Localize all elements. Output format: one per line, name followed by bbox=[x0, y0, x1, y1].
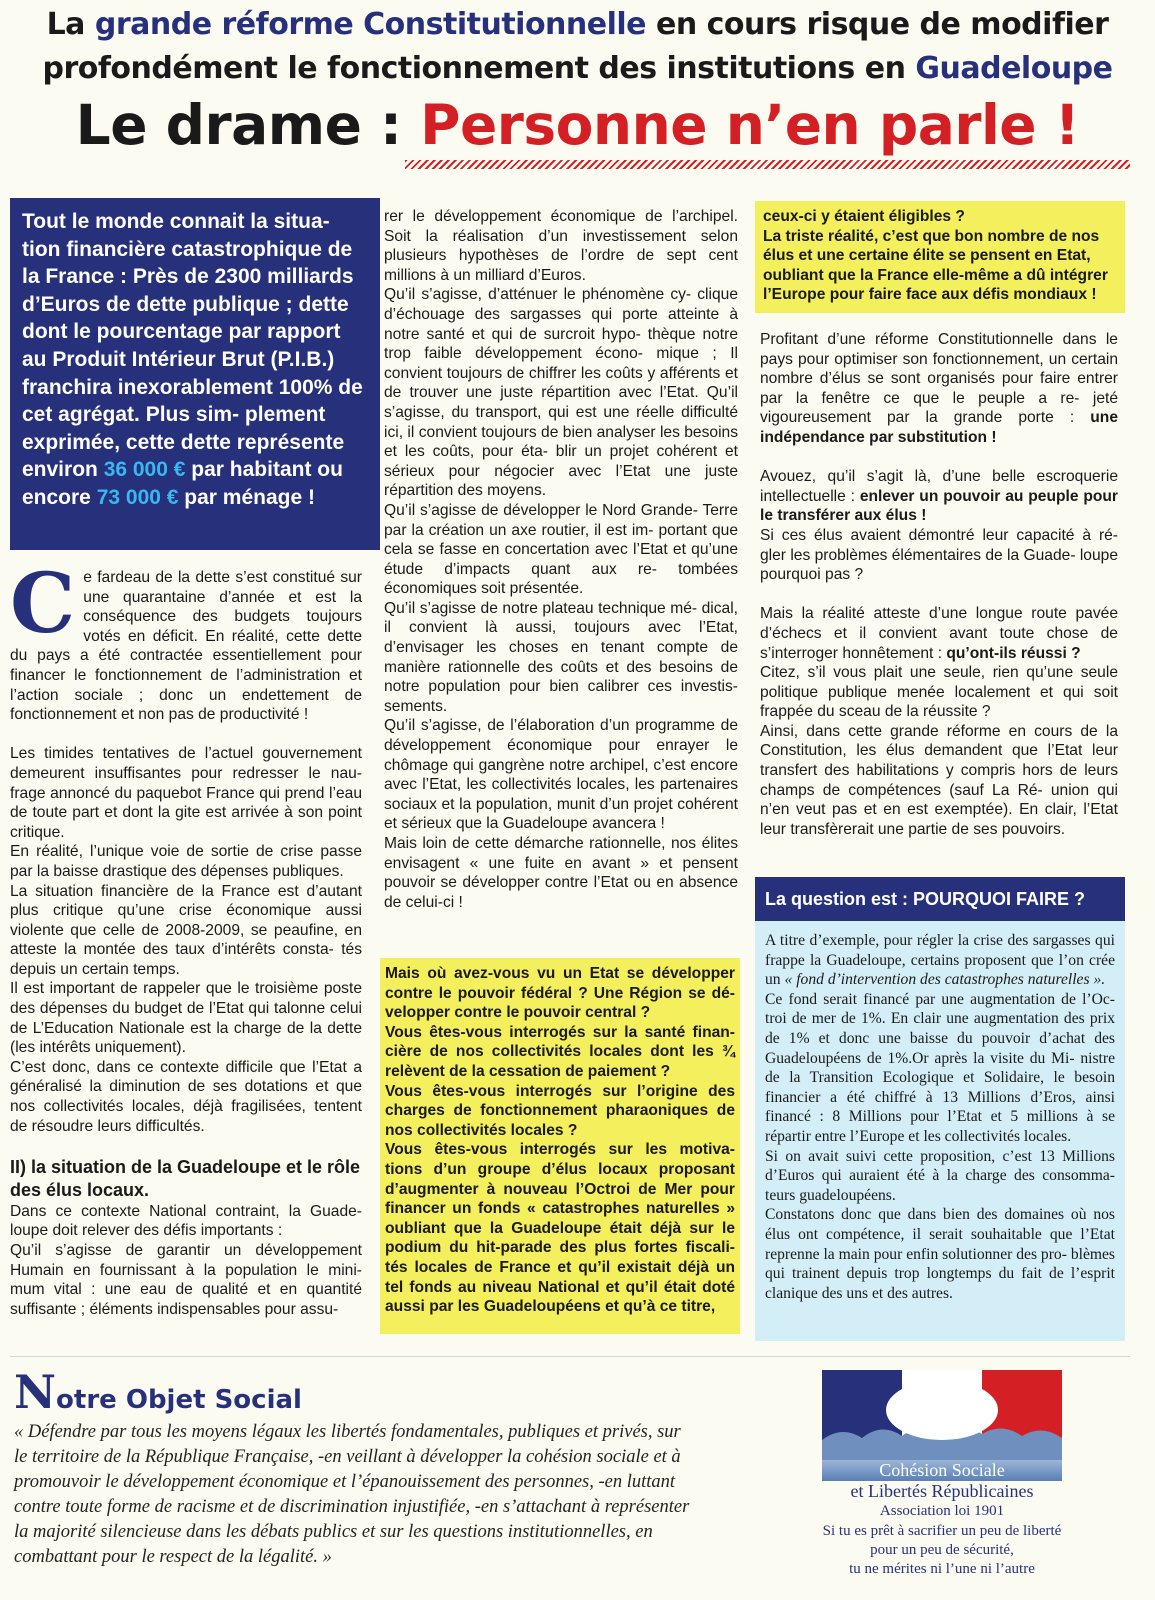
header-line-2-prefix: profondément le fonctionnement des institutions en bbox=[42, 51, 916, 86]
col3-paragraph: Ainsi, dans cette grande réforme en cours de la Constitution, les élus demandent que l’Etat leur transfert des habilitations y compris hors de leurs champs de compétences (sauf La Ré- union qui n’en veut pas et en est exemptée). En clair, l’Etat leur transfèrerait une partie de ses pouvoirs. bbox=[760, 722, 1118, 838]
objet-line: contre toute forme de racisme et de discrimination injustifiée, -en s’attachant à représenter bbox=[14, 1497, 690, 1517]
header-line-2 bbox=[0, 50, 1155, 88]
col3-paragraph bbox=[760, 467, 1118, 526]
col1-paragraph: Les timides tentatives de l’actuel gouvernement demeurent insuffisantes pour redresser le nau- frage annoncé du paquebot France qui prend l’eau de toute part et dont la gite est arrivée à son point critique. bbox=[10, 745, 362, 841]
question-paragraph: Vous êtes-vous interrogés sur l’origine des charges de fonctionnement pharaoniques de nos collectivités locales ? bbox=[385, 1082, 735, 1139]
liberty-quote bbox=[810, 1522, 1074, 1579]
association-logo bbox=[822, 1370, 1062, 1470]
col3-bold-text: qu’ont-ils réussi ? bbox=[946, 644, 1081, 662]
page-title bbox=[0, 92, 1155, 158]
reality-paragraph: ceux-ci y étaient éligibles ? bbox=[763, 208, 965, 225]
flag-crowd-icon bbox=[822, 1370, 1062, 1470]
section-divider bbox=[10, 1356, 1130, 1357]
col2-paragraph: rer le développement économique de l’archipel. Soit la réalisation d’un investissement selon plusieurs hypothèses de l’ordre de sept cent millions à un milliard d’Euros. bbox=[384, 208, 738, 284]
title-underline-hatch bbox=[405, 160, 1130, 169]
drop-cap: C bbox=[10, 556, 76, 652]
objet-line: « Défendre par tous les moyens légaux les libertés fondamentales, publiques et privés, sur bbox=[14, 1422, 681, 1442]
col2-paragraph: Qu’il s’agisse de développer le Nord Grande- Terre par la création un axe routier, il est im- portant que cela se fasse en concertation avec l’Etat et qu’une étude d’impacts quant aux re- tombées économiques soit présentée. bbox=[384, 501, 738, 598]
debt-per-household: 73 000 € bbox=[96, 485, 179, 509]
column-2 bbox=[384, 207, 738, 912]
objet-line: la majorité silencieuse dans les débats publics et sur les questions institutionnelles, en bbox=[14, 1522, 653, 1542]
objet-line: promouvoir le développement économique et l’épanouissement des personnes, -en luttant bbox=[14, 1472, 676, 1492]
section-heading: II) la situation de la Guadeloupe et le rôle des élus locaux. bbox=[10, 1156, 361, 1200]
page-title-prefix: Le drame : bbox=[75, 93, 421, 157]
col1-paragraph: Dans ce contexte National contraint, la Guade- loupe doit relever des défis importants : bbox=[10, 1202, 362, 1240]
example-paragraph: Constatons donc que dans bien des domaines où nos élus ont compétence, il serait souhaitable que l’Etat reprenne la main pour enfin solutionner des pro- blèmes qui trainent depuis trop longtemps du fait de l’esprit clanique des uns et des autres. bbox=[765, 1206, 1115, 1302]
header-line-1-emphasis: grande réforme Constitutionnelle bbox=[94, 7, 647, 42]
debt-text-c: par ménage ! bbox=[178, 485, 315, 509]
question-paragraph: Vous êtes-vous interrogés sur les motiva- tions d’un groupe d’élus locaux proposant d’augmenter à nouveau l’Octroi de Mer pour financer un fonds « catastrophes naturelles » oubliant que la Guadeloupe était déjà sur le podium du hit-parade des plus fortes fiscali- tés locales de France et qu’il existait déjà un tel fonds au niveau National et qu’il était doté aussi par les Guadeloupéens et qu’à ce titre, bbox=[385, 1141, 735, 1316]
col3-paragraph bbox=[760, 604, 1118, 663]
col3-text: Avouez, qu’il s’agit là, d’une belle escroquerie intellectuelle : bbox=[760, 468, 1118, 505]
page-title-emphasis: Personne n’en parle ! bbox=[420, 93, 1080, 157]
objet-social-text bbox=[14, 1420, 739, 1570]
quote-line: Si tu es prêt à sacrifier un peu de liberté bbox=[822, 1523, 1062, 1539]
objet-title-rest: otre Objet Social bbox=[56, 1385, 302, 1415]
objet-line: le territoire de la République Française, -en veillant à développer la cohésion sociale et à bbox=[14, 1447, 681, 1467]
col2-paragraph: Qu’il s’agisse, de l’élaboration d’un programme de développement économique pour enrayer le chômage qui gangrène notre archipel, c’est encore avec l’Etat, les collectivités locales, les partenaires sociaux et la population, munit d’un projet cohérent et sérieux que la Guadeloupe avancera ! bbox=[384, 717, 738, 833]
col1-paragraph: Qu’il s’agisse de garantir un développement Humain en fournissant à la population le mini- mum vital : une eau de qualité et en quantité suffisante ; éléments indispensables pour assu- bbox=[10, 1242, 362, 1318]
example-paragraph: Si on avait suivi cette proposition, c’est 13 Millions d’Euros qui auraient été à la charge des consomma- teurs guadeloupéens. bbox=[765, 1147, 1115, 1204]
col3-text: Profitant d’une réforme Constitutionnelle dans le pays pour optimiser son fonctionnement, un certain nombre d’élus se sont organisés pour faire entrer par la fenêtre ce que le peuple a re- jeté vigoureusement par la grande porte : bbox=[760, 331, 1118, 427]
header-line-1-suffix: en cours risque de modifier bbox=[646, 7, 1109, 42]
col2-paragraph: Qu’il s’agisse de notre plateau technique mé- dical, il convient là aussi, toujours avec l’Etat, d’envisager les choses en tenant compte de manière rationnelle des coûts et des besoins de notre population pour bien calibrer ces investis- sements. bbox=[384, 599, 738, 715]
association-name-line-1: Cohésion Sociale bbox=[822, 1460, 1062, 1481]
column-3 bbox=[760, 330, 1118, 839]
objet-title-initial: N bbox=[14, 1365, 57, 1419]
column-1 bbox=[10, 556, 362, 1319]
debt-per-inhabitant: 36 000 € bbox=[103, 458, 186, 482]
quote-line: tu ne mérites ni l’une ni l’autre bbox=[849, 1561, 1035, 1577]
example-box bbox=[755, 921, 1125, 1341]
reality-highlight-box bbox=[755, 201, 1125, 313]
col3-paragraph: Citez, s’il vous plait une seule, rien qu’une seule politique publique menée localement et qui soit frappée du sceau de la réussite ? bbox=[760, 664, 1118, 721]
header-line-2-emphasis: Guadeloupe bbox=[915, 51, 1113, 86]
reality-paragraph: La triste réalité, c’est que bon nombre de nos élus et une certaine élite se pensent en Etat, oubliant que la France elle-même a dû intégrer l’Europe pour faire face aux défis mondiaux ! bbox=[763, 227, 1108, 304]
question-paragraph: Mais où avez-vous vu un Etat se développer contre le pouvoir fédéral ? Une Région se dé- velopper contre le pouvoir central ? bbox=[385, 965, 735, 1022]
header-line-1-prefix: La bbox=[46, 7, 95, 42]
col2-paragraph: Qu’il s’agisse, d’atténuer le phénomène cy- clique d’échouage des sargasses qui porte atteinte à notre santé et qui de surcroit hypo- thèque notre trop faible développement écono- mique ; Il convient toujours de chiffrer les coûts y afférents et de trouver une juste répartition avec l’Etat. Qu’il s’agisse, du transport, qui est une réelle difficulté ici, il convient toujours de bien analyser les besoins et les coûts, pour éta- blir un projet cohérent et sérieux pour négocier avec l’Etat une juste répartition des moyens. bbox=[384, 286, 738, 500]
quote-line: pour un peu de sécurité, bbox=[870, 1542, 1014, 1558]
example-paragraph bbox=[765, 931, 1115, 990]
question-paragraph: Vous êtes-vous interrogés sur la santé finan- cière de nos collectivités locales dont les ¾ relèvent de la cessation de paiement ? bbox=[385, 1023, 735, 1080]
questions-highlight-box bbox=[380, 958, 740, 1334]
header-line-1 bbox=[0, 6, 1155, 44]
col1-paragraph: En réalité, l’unique voie de sortie de crise passe par la baisse drastique des dépenses publiques. bbox=[10, 843, 362, 880]
col3-text: Mais la réalité atteste d’une longue route pavée d’échecs et il convient avant toute chose de s’interroger honnêtement : bbox=[760, 605, 1118, 662]
col3-bold-text: enlever un pouvoir au peuple pour le transférer aux élus ! bbox=[760, 487, 1118, 525]
col1-paragraph: e fardeau de la dette s’est constitué sur une quarantaine d’année et est la conséquence des budgets toujours votés en déficit. En réalité, cette dette du pays a été contractée essentiellement pour financer le fonctionnement de l’administration et l’action sociale ; donc un endettement de fonctionnement et non pas de productivité ! bbox=[10, 569, 362, 724]
col3-bold-text: une indépendance par substitution ! bbox=[760, 409, 1118, 446]
example-paragraph: Ce fond serait financé par une augmentation de l’Oc- troi de mer de 1%. En clair une augmentation des prix de 1% et donc une baisse du pouvoir d’achat des Guadeloupéens de 1%.Or après la visite du Mi- nistre de la Transition Ecologique et Solidaire, le besoin financier a été chiffré à 13 Millions d’Eros, ainsi financé : 8 Millions pour l’Etat et 5 millions à se répartir entre l’Europe et les collectivités locales. bbox=[765, 990, 1115, 1145]
debt-text-a: Tout le monde connait la situa- tion financière catastrophique de la France : Près de 2300 milliards d’Euros de dette publique ; dette dont le pourcentage par rapport au Produit Intérieur Brut (P.I.B.) franchira inexorablement 100% de cet agrégat. Plus sim- plement exprimée, cette dette représente environ bbox=[22, 210, 363, 482]
objet-line: combattant pour le respect de la légalité. » bbox=[14, 1547, 332, 1567]
example-text: A titre d’exemple, pour régler la crise des sargasses qui frappe la Guadeloupe, certains proposent que l’on crée un bbox=[765, 932, 1115, 989]
question-banner: La question est : POURQUOI FAIRE ? bbox=[755, 877, 1125, 921]
association-name-line-2: et Libertés Républicaines bbox=[850, 1481, 1034, 1501]
example-italic-text: « fond d’intervention des catastrophes naturelles ». bbox=[784, 971, 1106, 989]
debt-text-b: par habitant ou encore bbox=[22, 458, 343, 509]
col3-paragraph: Si ces élus avaient démontré leur capacité à ré- gler les problèmes élémentaires de la Guade- loupe pourquoi pas ? bbox=[760, 526, 1118, 584]
col1-paragraph: La situation financière de la France est d’autant plus critique qu’une crise économique aussi violente que celle de 2008-2009, se peaufine, en atteste la montée des taux d’intérêts consta- tés depuis un certain temps. bbox=[10, 882, 362, 978]
col1-paragraph: Il est important de rappeler que le troisième poste des dépenses du budget de l’Etat qui talonne celui de L’Education Nationale est la charge de la dette (les intérêts uniquement). bbox=[10, 980, 362, 1057]
col1-paragraph: C’est donc, dans ce contexte difficile que l’Etat a généralisé la diminution de ses dotations et que nos collectivités locales, déjà fragilisées, tentent de résoudre leurs difficultés. bbox=[10, 1058, 362, 1135]
objet-social-title bbox=[14, 1365, 302, 1420]
association-name bbox=[822, 1460, 1062, 1502]
col2-paragraph: Mais loin de cette démarche rationnelle, nos élites envisagent « une fuite en avant » et pensent pouvoir se développer contre l’Etat ou en absence de celui-ci ! bbox=[384, 835, 738, 911]
association-status: Association loi 1901 bbox=[879, 1503, 1005, 1519]
debt-highlight-box bbox=[10, 198, 380, 550]
col3-paragraph bbox=[760, 330, 1118, 448]
